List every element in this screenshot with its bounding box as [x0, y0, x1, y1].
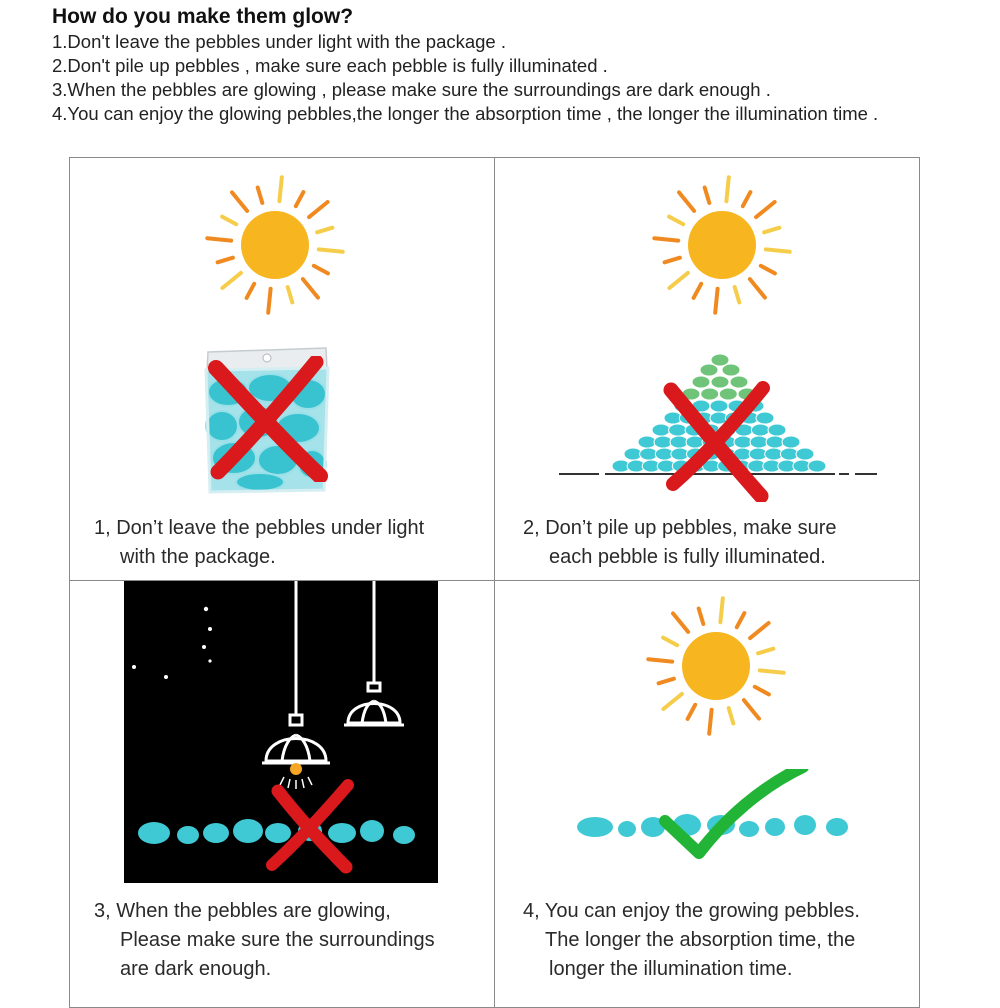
red-x-icon — [208, 356, 328, 482]
instruction-line-3: 3.When the pebbles are glowing , please make sure the surroundings are dark enough . — [52, 79, 771, 100]
panel-2 — [495, 158, 920, 581]
panel-4 — [495, 581, 920, 1008]
panel-2-caption — [523, 514, 837, 572]
instruction-line-4: 4.You can enjoy the glowing pebbles,the longer the absorption time , the longer the illumination time . — [52, 103, 879, 124]
green-check-icon — [665, 769, 803, 853]
panel-4-caption-line-1: 4, You can enjoy the growing pebbles. — [523, 900, 860, 922]
sun-icon — [200, 170, 350, 320]
panel-2-caption-line-2: each pebble is fully illuminated. — [549, 546, 826, 568]
panel-3-caption — [94, 897, 435, 984]
panel-2-caption-line-1: 2, Don’t pile up pebbles, make sure — [523, 517, 837, 539]
panel-1-caption-line-1: 1, Don’t leave the pebbles under light — [94, 517, 425, 539]
instruction-line-1: 1.Don't leave the pebbles under light with the package . — [52, 31, 506, 52]
panel-3-caption-line-3: are dark enough. — [120, 958, 272, 980]
panel-3-caption-line-2: Please make sure the surroundings — [120, 929, 435, 951]
panel-3 — [70, 581, 495, 1008]
instructions-header — [52, 4, 982, 126]
instruction-line-2: 2.Don't pile up pebbles , make sure each pebble is fully illuminated . — [52, 55, 608, 76]
red-x-icon — [663, 380, 773, 502]
panel-4-caption-line-2: The longer the absorption time, the — [545, 929, 856, 951]
pebble-row — [575, 769, 875, 889]
panel-1 — [70, 158, 495, 581]
panel-3-caption-line-1: 3, When the pebbles are glowing, — [94, 900, 391, 922]
panel-1-caption-line-2: with the package. — [120, 546, 276, 568]
night-scene — [124, 581, 438, 883]
panel-1-caption — [94, 514, 424, 572]
panel-4-caption — [523, 897, 860, 984]
instruction-grid — [69, 157, 920, 1008]
instructions-title: How do you make them glow? — [52, 5, 354, 28]
panel-4-caption-line-3: longer the illumination time. — [549, 958, 793, 980]
sun-icon — [647, 170, 797, 320]
sun-icon — [641, 591, 791, 741]
